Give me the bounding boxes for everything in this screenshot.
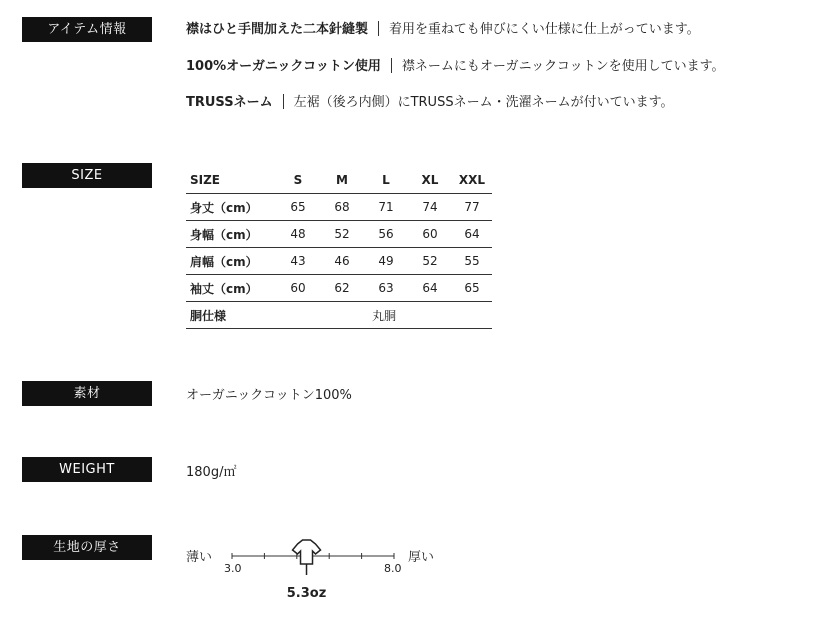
table-cell: 71 xyxy=(364,194,408,221)
header-l: L xyxy=(364,167,408,194)
table-cell: 43 xyxy=(276,248,320,275)
table-cell: 46 xyxy=(320,248,364,275)
header-m: M xyxy=(320,167,364,194)
divider xyxy=(391,58,392,73)
info-row-label xyxy=(186,94,674,112)
thick-label: 厚い xyxy=(408,550,435,565)
table-cell: 62 xyxy=(320,275,364,302)
table-cell: 63 xyxy=(364,275,408,302)
header-s: S xyxy=(276,167,320,194)
size-table-header xyxy=(186,167,492,194)
table-cell: 56 xyxy=(364,221,408,248)
row-label: 身丈（cm） xyxy=(186,194,276,221)
table-cell: 60 xyxy=(276,275,320,302)
table-cell: 64 xyxy=(452,221,492,248)
info-desc: 着用を重ねても伸びにくい仕様に仕上がっています。 xyxy=(389,22,700,37)
label-size: SIZE xyxy=(22,163,152,188)
thickness-scale-graphic xyxy=(186,536,486,606)
divider xyxy=(283,94,284,109)
table-cell: 52 xyxy=(408,248,452,275)
label-thickness: 生地の厚さ xyxy=(22,535,152,560)
info-row-collar xyxy=(186,21,700,39)
table-row xyxy=(186,194,492,221)
header-xl: XL xyxy=(408,167,452,194)
header-xxl: XXL xyxy=(452,167,492,194)
label-material: 素材 xyxy=(22,381,152,406)
table-cell: 52 xyxy=(320,221,364,248)
thin-label: 薄い xyxy=(186,550,213,565)
thickness-scale xyxy=(186,536,486,606)
table-cell: 77 xyxy=(452,194,492,221)
info-title: 100%オーガニックコットン使用 xyxy=(186,59,381,74)
max-label: 8.0 xyxy=(384,562,402,575)
label-item-info: アイテム情報 xyxy=(22,17,152,42)
thickness-value: 5.3oz xyxy=(286,586,327,601)
table-cell: 60 xyxy=(408,221,452,248)
table-cell: 74 xyxy=(408,194,452,221)
weight-value: 180g/㎡ xyxy=(186,465,237,480)
table-row xyxy=(186,275,492,302)
info-row-organic xyxy=(186,58,725,76)
table-cell: 68 xyxy=(320,194,364,221)
table-cell: 64 xyxy=(408,275,452,302)
table-cell: 49 xyxy=(364,248,408,275)
body-value: 丸胴 xyxy=(276,302,492,329)
min-label: 3.0 xyxy=(224,562,242,575)
row-label: 身幅（cm） xyxy=(186,221,276,248)
table-cell: 48 xyxy=(276,221,320,248)
size-table xyxy=(186,167,492,329)
info-title: TRUSSネーム xyxy=(186,95,273,110)
table-cell: 65 xyxy=(276,194,320,221)
table-cell: 55 xyxy=(452,248,492,275)
row-label: 袖丈（cm） xyxy=(186,275,276,302)
info-desc: 襟ネームにもオーガニックコットンを使用しています。 xyxy=(401,59,725,74)
material-value: オーガニックコットン100% xyxy=(186,388,352,403)
row-label: 肩幅（cm） xyxy=(186,248,276,275)
divider xyxy=(378,21,379,36)
row-label: 胴仕様 xyxy=(186,302,276,329)
table-row xyxy=(186,221,492,248)
label-weight: WEIGHT xyxy=(22,457,152,482)
info-title: 襟はひと手間加えた二本針縫製 xyxy=(186,22,369,37)
table-row xyxy=(186,248,492,275)
header-size: SIZE xyxy=(186,167,276,194)
info-desc: 左裾（後ろ内側）にTRUSSネーム・洗濯ネームが付いています。 xyxy=(293,95,674,110)
table-row xyxy=(186,302,492,329)
table-cell: 65 xyxy=(452,275,492,302)
